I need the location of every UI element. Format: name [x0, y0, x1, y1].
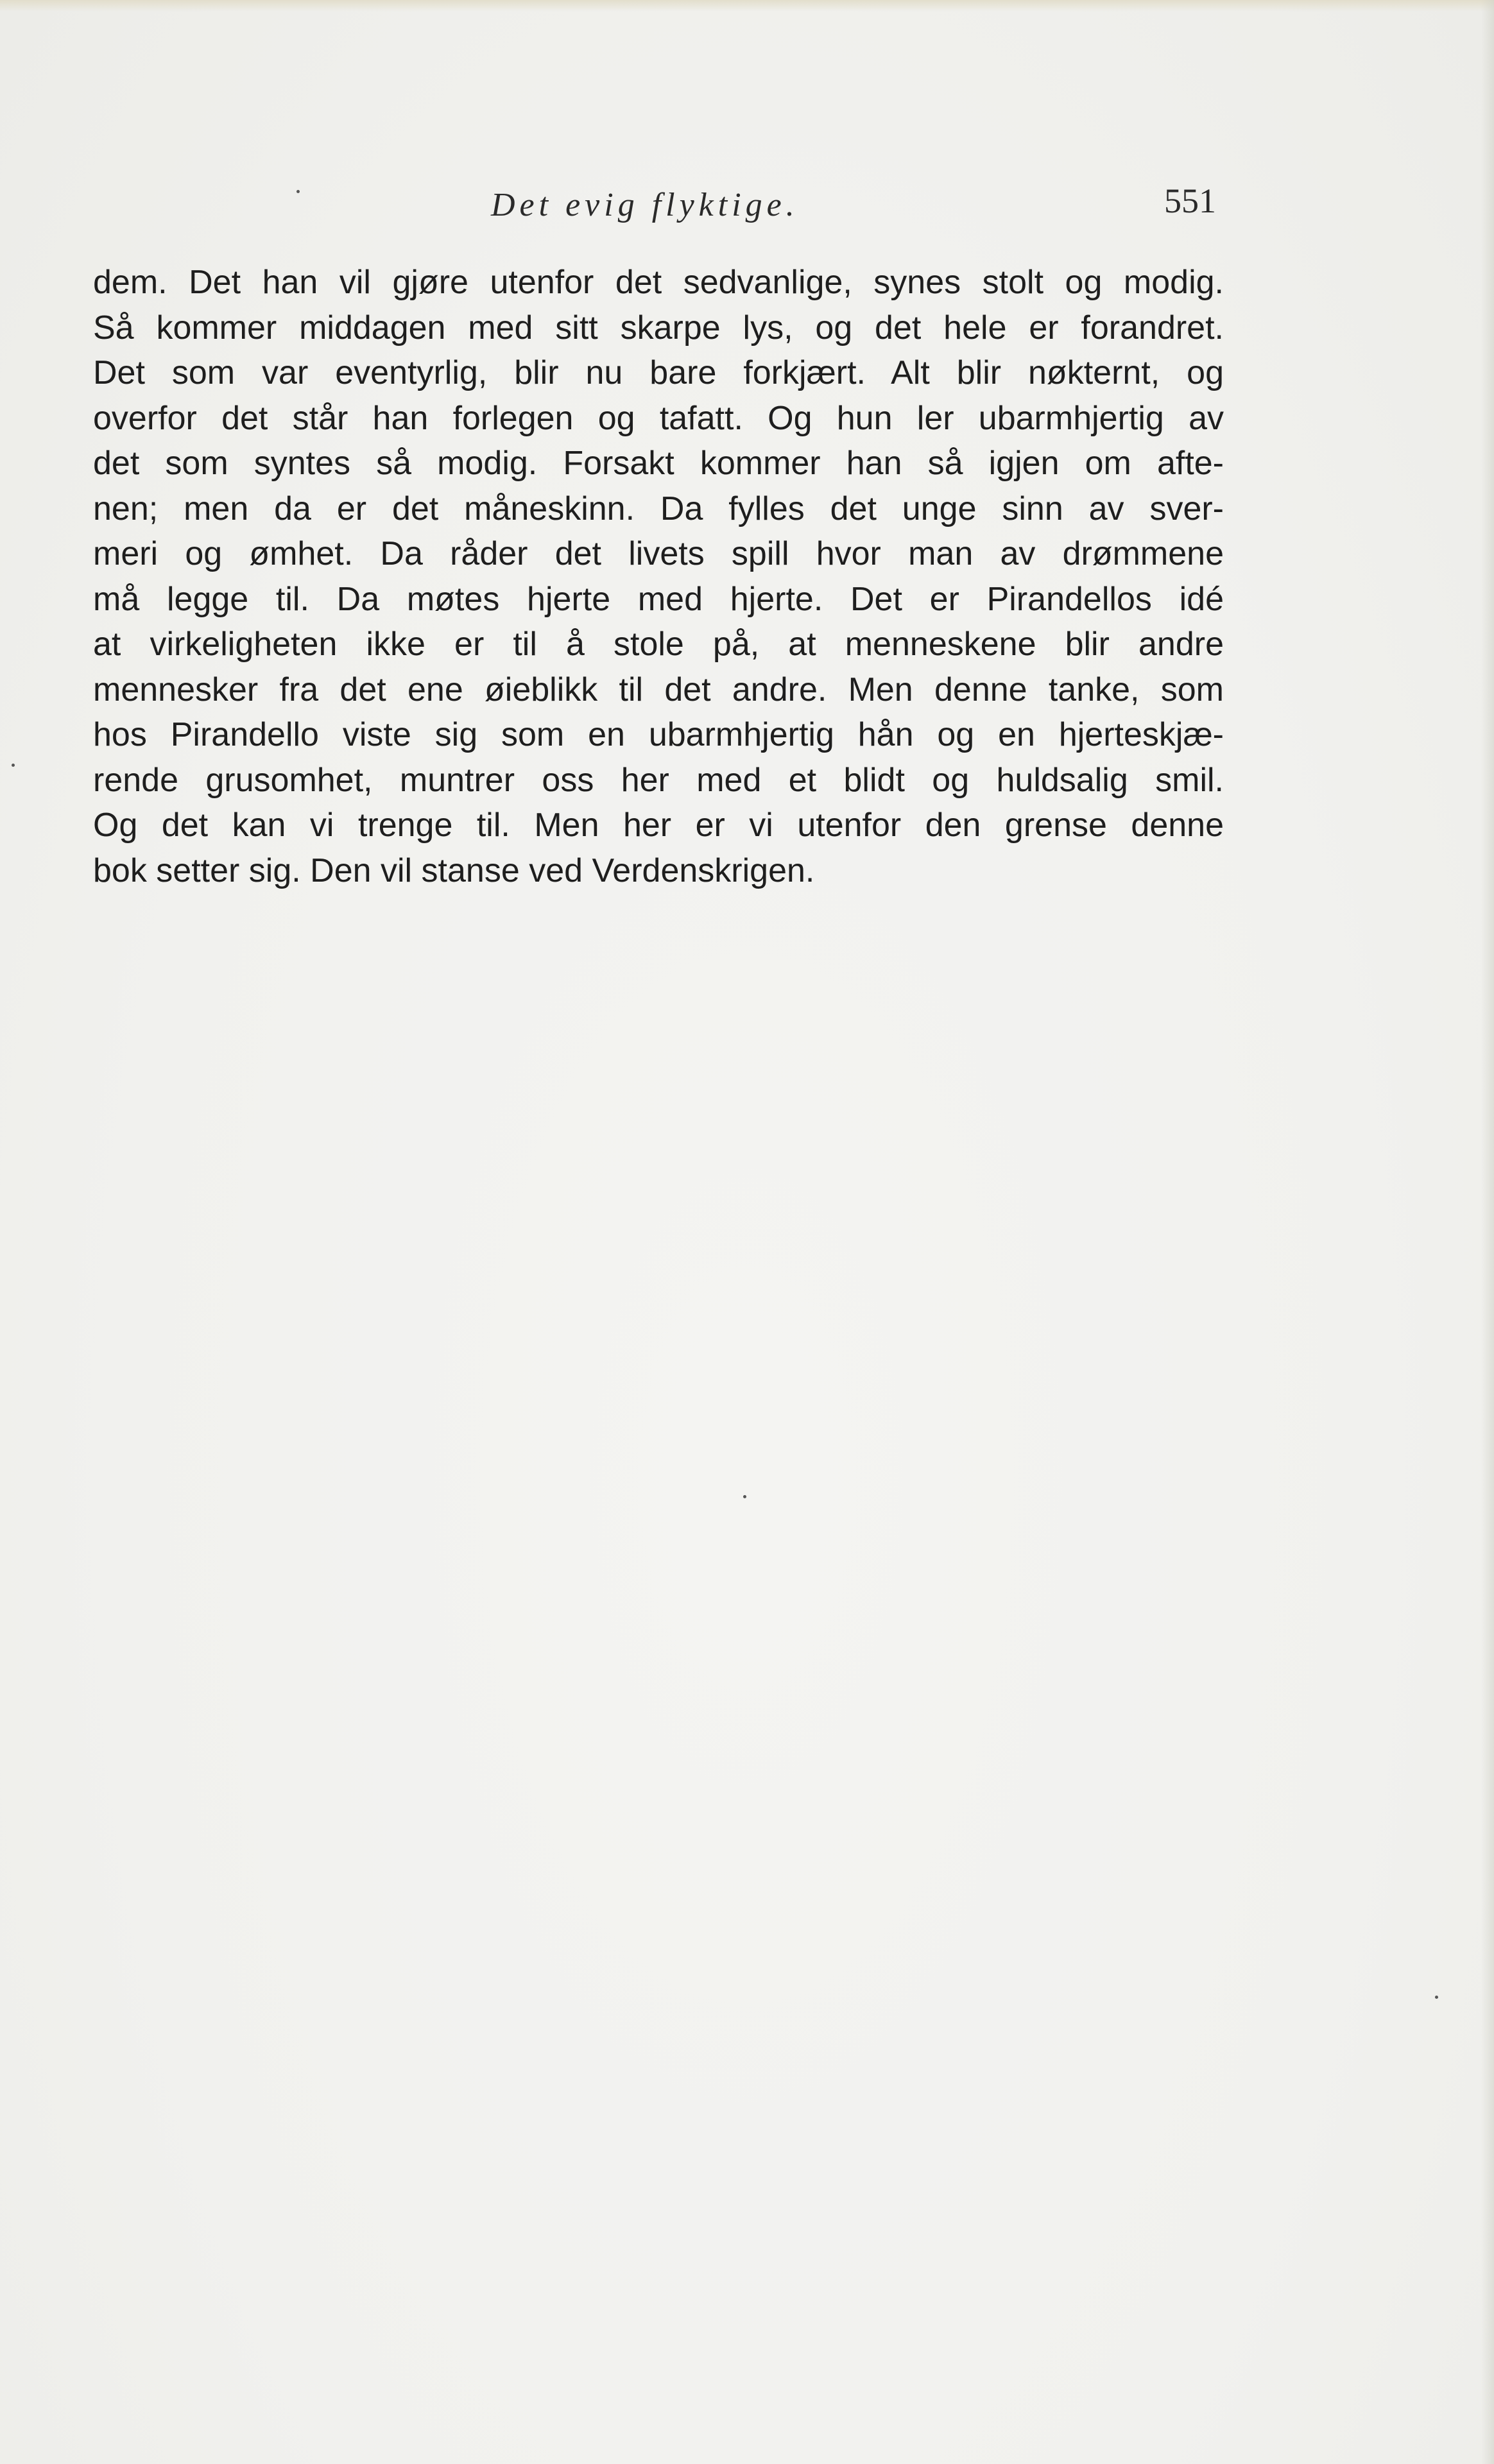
scan-speck	[1435, 1996, 1438, 1999]
text-line: rende grusomhet, muntrer oss her med et blidt og huldsalig smil.	[93, 761, 1224, 799]
text-line: at virkeligheten ikke er til å stole på, at menneskene blir andre	[93, 626, 1224, 663]
text-line: må legge til. Da møtes hjerte med hjerte. Det er Pirandellos idé	[93, 580, 1224, 618]
page-number: 551	[1164, 182, 1216, 220]
scan-speck	[296, 190, 300, 193]
text-line: Og det kan vi trenge til. Men her er vi utenfor den grense denne	[93, 807, 1224, 844]
text-line: mennesker fra det ene øieblikk til det andre. Men denne tanke, som	[93, 671, 1224, 708]
scan-speck	[743, 1495, 746, 1498]
text-line: Det som var eventyrlig, blir nu bare forkjært. Alt blir nøkternt, og	[93, 354, 1224, 391]
running-header	[0, 182, 1494, 237]
page-top-edge	[0, 0, 1494, 12]
text-line: overfor det står han forlegen og tafatt. Og hun ler ubarmhjertig av	[93, 399, 1224, 437]
text-line: nen; men da er det måneskinn. Da fylles det unge sinn av sver-	[93, 490, 1224, 527]
text-line: bok setter sig. Den vil stanse ved Verdenskrigen.	[93, 851, 815, 889]
running-title: Det evig flyktige.	[491, 187, 799, 223]
text-line: meri og ømhet. Da råder det livets spill hvor man av drømmene	[93, 535, 1224, 572]
text-line: Så kommer middagen med sitt skarpe lys, og det hele er forandret.	[93, 309, 1224, 346]
text-line: hos Pirandello viste sig som en ubarmhjertig hån og en hjerteskjæ-	[93, 716, 1224, 753]
text-line: det som syntes så modig. Forsakt kommer han så igjen om afte-	[93, 445, 1224, 482]
scan-speck	[12, 764, 15, 767]
body-paragraph	[93, 260, 1224, 893]
page-right-edge	[1481, 0, 1494, 2464]
text-line: dem. Det han vil gjøre utenfor det sedvanlige, synes stolt og modig.	[93, 264, 1224, 301]
